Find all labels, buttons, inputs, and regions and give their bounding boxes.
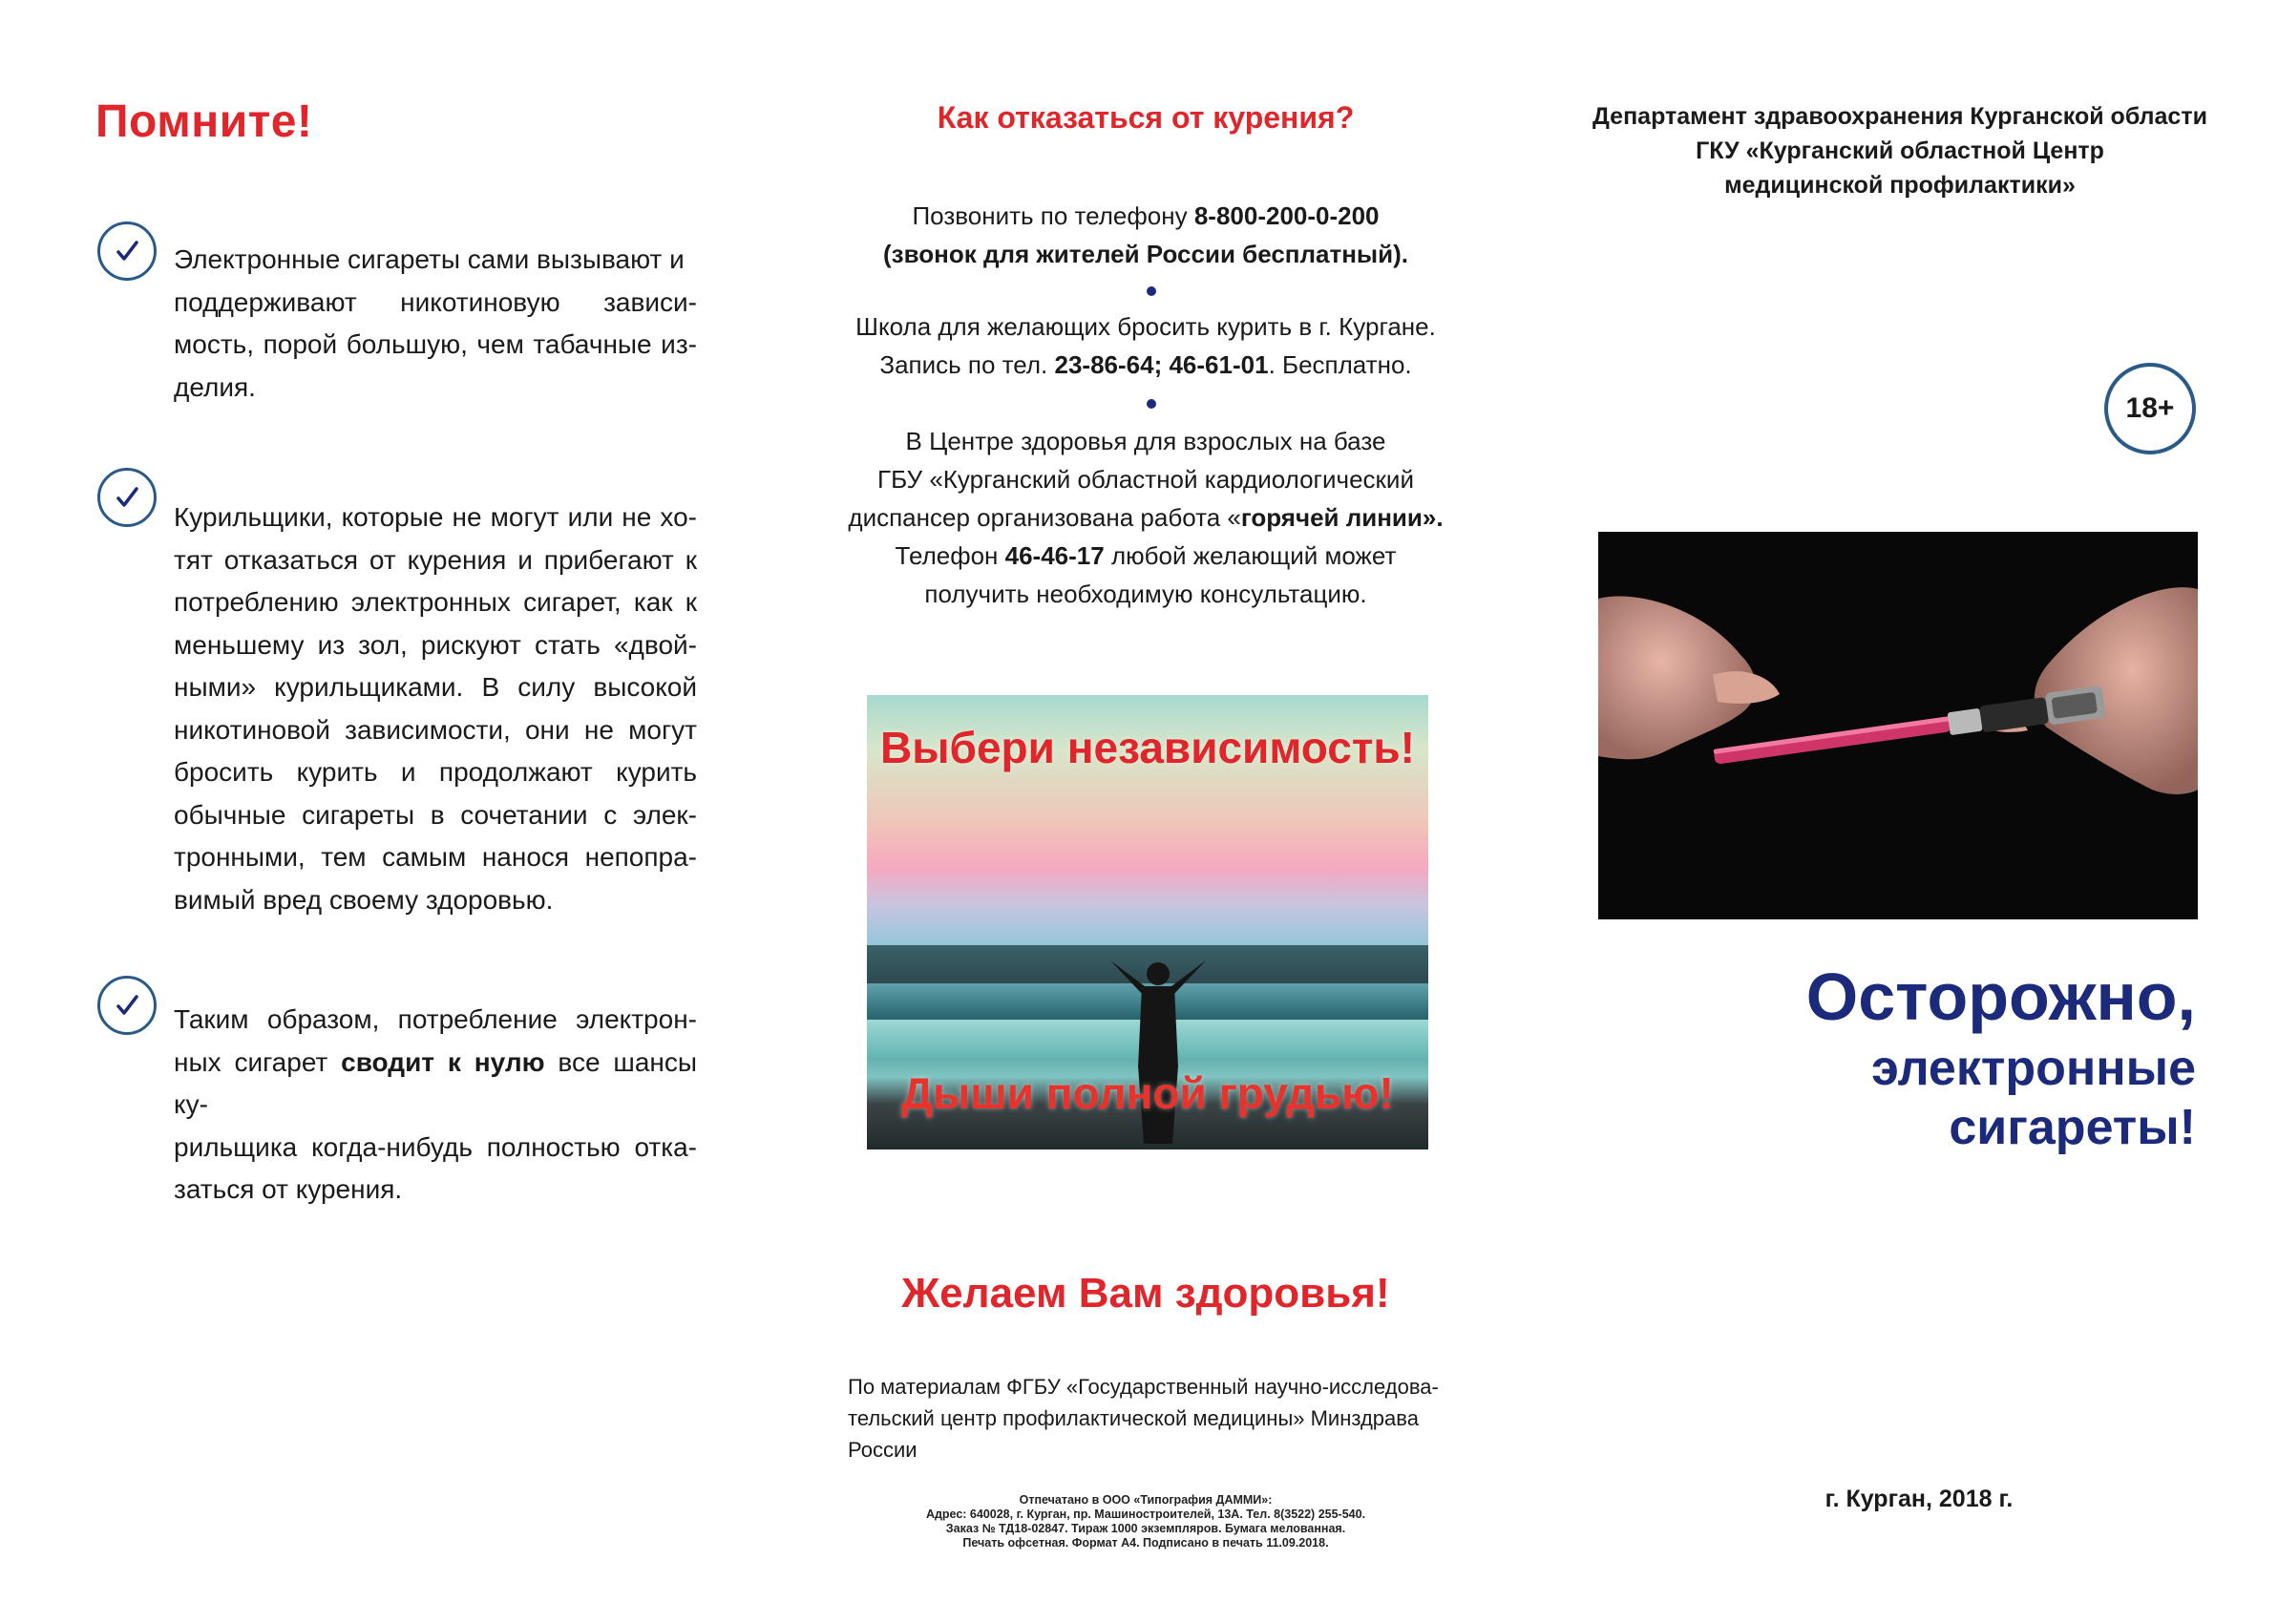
check-icon [97, 221, 157, 281]
age-rating-badge: 18+ [2104, 363, 2196, 454]
text-line: тят отказаться от курения и прибегают к [174, 544, 697, 575]
brochure-title [1528, 955, 2196, 1157]
poster-slogan-bottom: Дыши полной грудью! [901, 1068, 1394, 1118]
poster-image [867, 695, 1428, 1149]
text-line [840, 235, 1451, 273]
phone-number: 8-800-200-0-200 [1193, 201, 1380, 230]
title-line-1: Осторожно, [1805, 960, 2196, 1034]
text-line: вимый вред своему здоровью. [174, 884, 554, 915]
text-span: диспансер организована работа « [848, 503, 1241, 532]
text-line: поддерживают никотиновую зависи- [174, 286, 697, 317]
text-line: В Центре здоровья для взрослых на базе [905, 427, 1386, 455]
text-span: . Бесплатно. [1268, 350, 1412, 379]
text-line: ными» курильщиками. В силу высокой [174, 672, 697, 702]
text-line: тельский центр профилактической медицины» Минздрава [848, 1406, 1419, 1430]
text-line: Таким образом, потребление электрон- [174, 1004, 697, 1034]
text-line: мость, порой большую, чем табачные из- [174, 329, 697, 359]
how-to-quit-title: Как отказаться от курения? [937, 100, 1355, 135]
emphasis-text: горячей линии». [1240, 503, 1444, 532]
text-line: меньшему из зол, рискуют стать «двой- [174, 629, 697, 660]
health-center-block [840, 422, 1451, 613]
check-icon [97, 468, 157, 527]
text-span: все шансы ку- [174, 1046, 697, 1119]
title-line-3: сигареты! [1949, 1100, 2196, 1155]
text-line: медицинской профилактики» [1724, 172, 2076, 199]
text-line: Отпечатано в ООО «Типография ДАММИ»: [1019, 1493, 1273, 1507]
text-line [840, 197, 1451, 235]
department-header [1585, 99, 2215, 202]
text-line: потреблению электронных сигарет, как к [174, 587, 697, 617]
text-line: тронными, тем самым нанося непопра- [174, 842, 697, 872]
hands-holding-e-cigarette-illustration [1598, 532, 2198, 919]
text-line: Адрес: 640028, г. Курган, пр. Машиностроителей, 13А. Тел. 8(3522) 255-540. [925, 1508, 1366, 1521]
text-line: Заказ № ТД18-02847. Тираж 1000 экземпляров. Бумага мелованная. [945, 1522, 1346, 1535]
text-span: Запись по тел. [879, 350, 1055, 379]
phone-number: 46-46-17 [1004, 541, 1105, 570]
school-block [840, 307, 1451, 384]
text-line: Школа для желающих бросить курить в г. Кургане. [855, 312, 1436, 341]
text-line: России [848, 1438, 918, 1462]
text-line: Курильщики, которые не могут или не хо- [174, 502, 697, 532]
bullet-dot [1147, 399, 1156, 409]
text-span: Позвонить по телефону [912, 201, 1194, 230]
text-line [840, 346, 1451, 384]
text-line: ГКУ «Курганский областной Центр [1696, 137, 2104, 164]
poster-slogan-top: Выбери независимость! [880, 723, 1415, 772]
text-line: По материалам ФГБУ «Государственный научно-исследова- [848, 1375, 1439, 1399]
source-note [848, 1371, 1459, 1466]
text-span: ных сигарет [174, 1046, 342, 1077]
text-line: обычные сигареты в сочетании с элек- [174, 799, 697, 830]
phone-note: (звонок для жителей России бесплатный). [883, 240, 1408, 268]
text-line: делия. [174, 371, 256, 402]
text-line: Печать офсетная. Формат А4. Подписано в печать 11.09.2018. [962, 1536, 1329, 1550]
reminder-item-1 [174, 239, 697, 409]
reminder-item-3 [174, 999, 697, 1212]
text-span: любой желающий может [1104, 541, 1397, 570]
text-span: Телефон [895, 541, 1005, 570]
text-line: Электронные сигареты сами вызывают и [174, 244, 685, 274]
check-icon [97, 976, 157, 1035]
text-line: получить необходимую консультацию. [924, 580, 1367, 608]
printer-imprint [840, 1493, 1451, 1550]
phone-number: 23-86-64; 46-61-01 [1054, 350, 1269, 379]
city-year: г. Курган, 2018 г. [1825, 1486, 2014, 1512]
text-line: бросить курить и продолжают курить [174, 757, 697, 787]
helpline-block [840, 197, 1451, 273]
remember-title: Помните! [95, 96, 313, 147]
emphasis-text: сводит к нулю [341, 1046, 545, 1077]
title-line-2: электронные [1871, 1041, 2196, 1096]
reminder-item-2 [174, 496, 697, 921]
bullet-dot [1147, 286, 1156, 296]
text-line: рильщика когда-нибудь полностью отка- [174, 1131, 697, 1162]
text-line [840, 537, 1451, 575]
text-line: ГБУ «Курганский областной кардиологический [877, 465, 1414, 494]
e-cigarette-photo [1598, 532, 2198, 919]
wish-heading: Желаем Вам здоровья! [901, 1270, 1390, 1317]
text-line [174, 1042, 697, 1127]
text-line [840, 498, 1451, 537]
text-line: Департамент здравоохранения Курганской области [1592, 103, 2207, 130]
text-line: заться от курения. [174, 1174, 403, 1204]
text-line: никотиновой зависимости, они не могут [174, 714, 697, 745]
